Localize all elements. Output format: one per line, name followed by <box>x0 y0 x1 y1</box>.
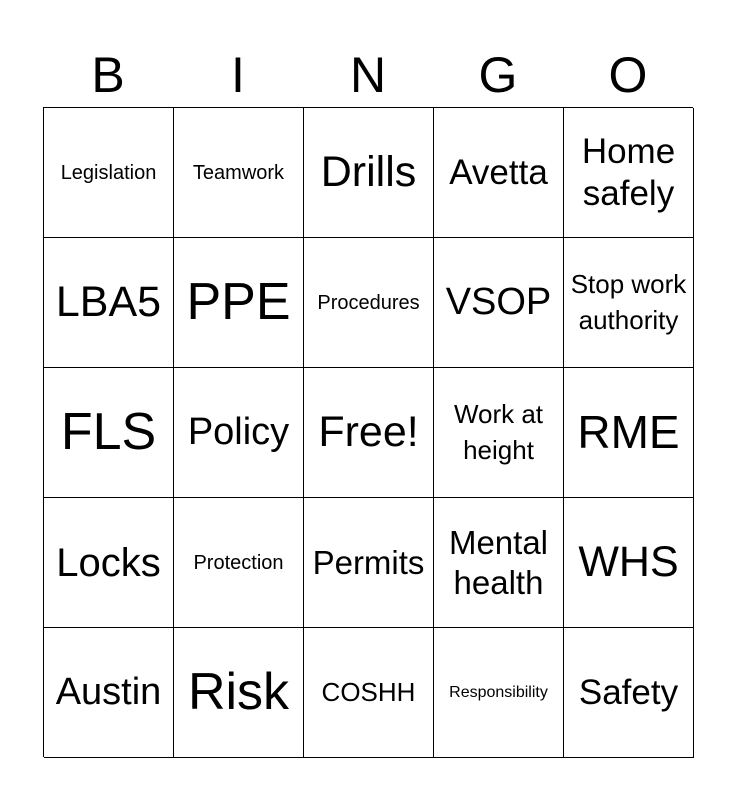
bingo-cell[interactable] <box>304 628 434 758</box>
cell-label: VSOP <box>445 280 552 323</box>
cell-label: FLS <box>60 403 157 462</box>
free-space-label: Free! <box>318 407 419 456</box>
cell-label: Stop work authority <box>570 268 687 335</box>
cell-label: LBA5 <box>55 277 162 326</box>
bingo-cell[interactable] <box>174 498 304 628</box>
header-letter-n: N <box>349 47 387 103</box>
cell-label: Permits <box>312 543 425 581</box>
header-letter-i: I <box>231 47 245 103</box>
bingo-cell[interactable] <box>564 498 694 628</box>
bingo-cell[interactable] <box>564 368 694 498</box>
cell-label: WHS <box>578 537 679 586</box>
bingo-cell[interactable] <box>174 108 304 238</box>
cell-label: Austin <box>55 670 162 713</box>
header-letter-o: O <box>608 47 648 103</box>
cell-label: Responsibility <box>449 683 548 701</box>
bingo-cell[interactable] <box>434 108 564 238</box>
bingo-cell[interactable] <box>434 498 564 628</box>
bingo-cell[interactable] <box>44 108 174 238</box>
cell-label: Risk <box>187 663 290 722</box>
bingo-cell[interactable] <box>434 238 564 368</box>
cell-label: PPE <box>186 273 291 332</box>
cell-label: Teamwork <box>192 161 285 184</box>
cell-label: Mental health <box>448 523 549 601</box>
bingo-board <box>43 107 693 757</box>
bingo-cell[interactable] <box>174 238 304 368</box>
cell-label: Procedures <box>317 291 420 314</box>
cell-label: Work at height <box>453 398 544 465</box>
cell-label: Drills <box>320 147 417 196</box>
cell-label: Safety <box>578 672 679 712</box>
cell-label: RME <box>577 405 680 458</box>
bingo-cell[interactable] <box>434 628 564 758</box>
bingo-cell[interactable] <box>44 628 174 758</box>
cell-label: COSHH <box>321 676 416 707</box>
bingo-cell[interactable] <box>174 368 304 498</box>
bingo-cell[interactable] <box>304 498 434 628</box>
cell-label: Protection <box>193 551 284 574</box>
cell-label: Policy <box>187 410 290 453</box>
cell-label: Home safely <box>581 131 676 213</box>
cell-label: Legislation <box>60 161 157 184</box>
bingo-header <box>43 44 693 106</box>
bingo-cell[interactable] <box>434 368 564 498</box>
header-letter-b: B <box>91 47 125 103</box>
free-space-cell[interactable] <box>304 368 434 498</box>
cell-label: Avetta <box>449 152 548 192</box>
bingo-cell[interactable] <box>44 368 174 498</box>
bingo-cell[interactable] <box>174 628 304 758</box>
bingo-cell[interactable] <box>44 498 174 628</box>
bingo-cell[interactable] <box>304 108 434 238</box>
bingo-cell[interactable] <box>564 628 694 758</box>
bingo-cell[interactable] <box>44 238 174 368</box>
bingo-cell[interactable] <box>564 238 694 368</box>
header-letter-g: G <box>478 47 518 103</box>
bingo-cell[interactable] <box>304 238 434 368</box>
bingo-cell[interactable] <box>564 108 694 238</box>
cell-label: Locks <box>56 540 161 585</box>
